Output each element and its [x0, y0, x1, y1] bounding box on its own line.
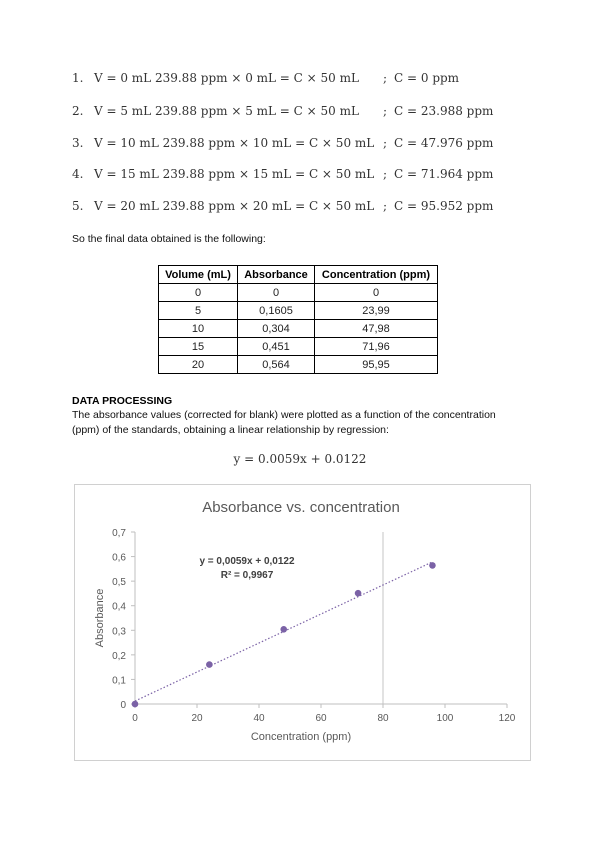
- table-cell: 0: [159, 284, 238, 302]
- table-cell: 10: [159, 320, 238, 338]
- calc-line-1: [72, 71, 459, 85]
- calc-result: C = 47.976 ppm: [394, 136, 494, 150]
- trendline-equation: y = 0,0059x + 0,0122: [199, 556, 295, 567]
- chart-title: Absorbance vs. concentration: [202, 499, 400, 516]
- x-tick-label: 80: [377, 713, 389, 724]
- calc-expression: V = 0 mL 239.88 ppm × 0 mL = C × 50 mL: [94, 71, 359, 85]
- calc-line-4: [72, 167, 493, 181]
- calc-expression: V = 20 mL 239.88 ppm × 20 mL = C × 50 mL: [94, 199, 375, 213]
- y-tick-label: 0: [120, 700, 126, 711]
- y-tick-label: 0,3: [112, 626, 126, 638]
- table-cell: 71,96: [315, 338, 438, 356]
- calc-expression: V = 10 mL 239.88 ppm × 10 mL = C × 50 mL: [94, 136, 375, 150]
- table-cell: 0: [238, 284, 315, 302]
- table-row: [159, 302, 438, 320]
- calc-separator: ;: [382, 199, 388, 213]
- table-cell: 23,99: [315, 302, 438, 320]
- paragraph-line-1: The absorbance values (corrected for blank) were plotted as a function of the concentration: [72, 409, 496, 421]
- calc-number: 4.: [72, 167, 84, 181]
- calc-number: 1.: [72, 71, 84, 85]
- calc-result: C = 0 ppm: [394, 71, 460, 85]
- calc-result: C = 71.964 ppm: [394, 167, 494, 181]
- r-squared-label: R² = 0,9967: [220, 570, 274, 581]
- data-point: [429, 562, 436, 569]
- table-cell: 5: [159, 302, 238, 320]
- x-tick-label: 20: [191, 713, 203, 724]
- table-row: [159, 320, 438, 338]
- table-row: [159, 284, 438, 302]
- data-point: [355, 590, 362, 597]
- table-cell: 0,1605: [238, 302, 315, 320]
- table-cell: 0: [315, 284, 438, 302]
- y-tick-label: 0,2: [112, 650, 126, 662]
- calc-separator: ;: [382, 71, 388, 85]
- absorbance-chart: [75, 485, 530, 760]
- calc-result: C = 95.952 ppm: [394, 199, 494, 213]
- y-tick-label: 0,1: [112, 675, 126, 687]
- table-row: [159, 338, 438, 356]
- x-tick-label: 0: [132, 713, 138, 724]
- calc-number: 3.: [72, 136, 84, 150]
- x-axis-label: Concentration (ppm): [250, 731, 352, 743]
- paragraph-line-2: (ppm) of the standards, obtaining a linear relationship by regression:: [72, 424, 389, 436]
- y-axis-label: Absorbance: [94, 588, 106, 648]
- calc-separator: ;: [382, 136, 388, 150]
- x-tick-label: 40: [253, 713, 265, 724]
- data-point: [132, 701, 139, 708]
- chart-container: [74, 484, 531, 761]
- table-row: [159, 356, 438, 374]
- y-tick-label: 0,6: [112, 552, 126, 564]
- table-cell: 0,304: [238, 320, 315, 338]
- x-tick-label: 60: [315, 713, 327, 724]
- y-tick-label: 0,5: [112, 577, 126, 589]
- calc-expression: V = 5 mL 239.88 ppm × 5 mL = C × 50 mL: [94, 104, 359, 118]
- data-point: [280, 626, 287, 633]
- regression-equation: y = 0.0059x + 0.0122: [233, 452, 367, 466]
- x-tick-label: 100: [436, 713, 454, 724]
- calc-separator: ;: [382, 167, 388, 181]
- x-tick-label: 120: [498, 713, 516, 724]
- y-tick-label: 0,4: [112, 601, 126, 613]
- calc-number: 2.: [72, 104, 84, 118]
- calc-separator: ;: [382, 104, 388, 118]
- calc-expression: V = 15 mL 239.88 ppm × 15 mL = C × 50 mL: [94, 167, 375, 181]
- calc-result: C = 23.988 ppm: [394, 104, 494, 118]
- section-heading: DATA PROCESSING: [72, 395, 173, 407]
- calc-line-5: [72, 199, 493, 213]
- calc-number: 5.: [72, 199, 84, 213]
- calc-line-2: [72, 104, 493, 118]
- calc-line-3: [72, 136, 493, 150]
- data-point: [206, 661, 213, 668]
- table-cell: 0,564: [238, 356, 315, 374]
- column-header-volume: Volume (mL): [159, 266, 238, 284]
- data-table: [158, 265, 438, 374]
- intro-text: So the final data obtained is the following:: [72, 233, 266, 245]
- table-cell: 15: [159, 338, 238, 356]
- y-tick-label: 0,7: [112, 528, 126, 539]
- column-header-absorbance: Absorbance: [238, 266, 315, 284]
- table-cell: 0,451: [238, 338, 315, 356]
- column-header-concentration: Concentration (ppm): [315, 266, 438, 284]
- table-cell: 20: [159, 356, 238, 374]
- table-cell: 47,98: [315, 320, 438, 338]
- table-header-row: [159, 266, 438, 284]
- table-cell: 95,95: [315, 356, 438, 374]
